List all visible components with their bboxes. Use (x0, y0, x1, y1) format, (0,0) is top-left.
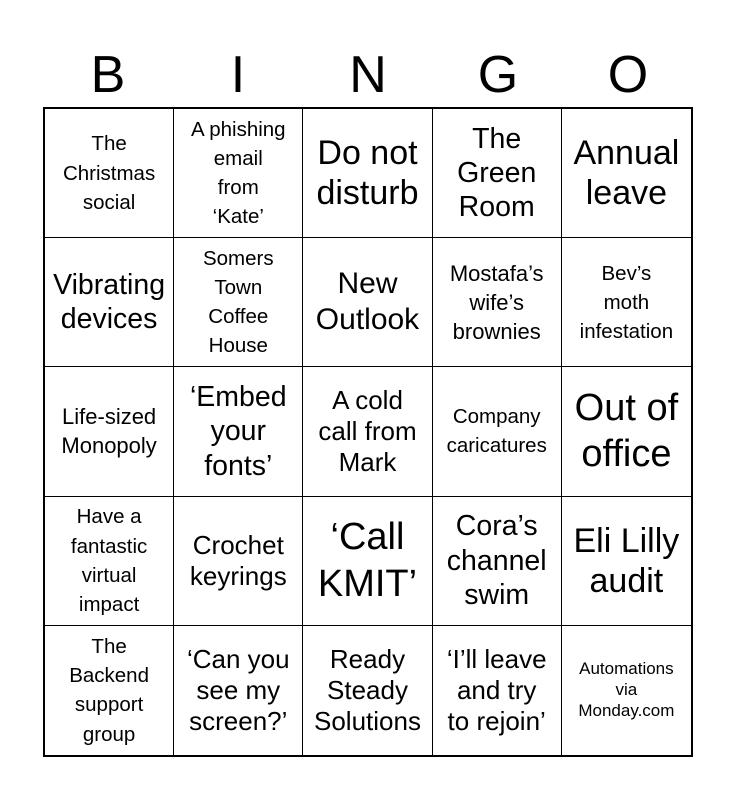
cell-text: ‘Call KMIT’ (317, 516, 418, 605)
cell-text: Bev’s moth infestation (579, 261, 674, 343)
bingo-cell[interactable] (174, 497, 303, 626)
cell-text: A cold call from Mark (318, 385, 417, 477)
cell-text: ‘Embed your fonts’ (189, 381, 287, 482)
cell-text: Mostafa’s wife’s brownies (449, 260, 544, 344)
bingo-cell[interactable] (174, 109, 303, 238)
bingo-cell[interactable] (433, 238, 562, 367)
cell-text: Somers Town Coffee House (202, 247, 274, 358)
bingo-cell[interactable] (45, 367, 174, 496)
cell-text: Ready Steady Solutions (314, 644, 421, 736)
cell-text: The Christmas social (62, 132, 156, 214)
cell-text: The Backend support group (69, 635, 149, 746)
bingo-cell[interactable] (562, 367, 691, 496)
bingo-cell[interactable] (303, 497, 432, 626)
bingo-grid (43, 107, 693, 757)
cell-text: ‘Can you see my screen?’ (186, 644, 290, 736)
bingo-cell[interactable] (174, 626, 303, 755)
bingo-cell[interactable] (303, 626, 432, 755)
cell-text: Have a fantastic virtual impact (70, 505, 148, 616)
bingo-cell[interactable] (433, 367, 562, 496)
bingo-cell[interactable] (303, 367, 432, 496)
bingo-cell[interactable] (562, 109, 691, 238)
bingo-header (43, 44, 693, 106)
cell-text: Eli Lilly audit (573, 521, 680, 600)
header-letter-n: N (349, 46, 387, 104)
bingo-cell[interactable] (562, 626, 691, 755)
header-letter-g: G (477, 46, 519, 104)
bingo-cell[interactable] (45, 626, 174, 755)
bingo-cell[interactable] (433, 109, 562, 238)
cell-text: Annual leave (573, 133, 680, 213)
cell-text: ‘I’ll leave and try to rejoin’ (446, 644, 547, 736)
bingo-cell[interactable] (174, 238, 303, 367)
bingo-cell[interactable] (45, 497, 174, 626)
bingo-cell[interactable] (562, 238, 691, 367)
cell-text: New Outlook (315, 267, 420, 337)
cell-text: Vibrating devices (53, 269, 166, 336)
cell-text: Do not disturb (316, 133, 419, 213)
header-letter-b: B (90, 46, 126, 104)
bingo-cell[interactable] (433, 497, 562, 626)
cell-text: Crochet keyrings (189, 530, 287, 591)
bingo-cell[interactable] (174, 367, 303, 496)
cell-text: Life-sized Monopoly (61, 404, 157, 459)
bingo-cell[interactable] (562, 497, 691, 626)
cell-text: Automations via Monday.com (578, 659, 675, 720)
header-letter-o: O (607, 46, 649, 104)
cell-text: Cora’s channel swim (446, 510, 547, 611)
bingo-cell[interactable] (45, 109, 174, 238)
cell-text: A phishing email from ‘Kate’ (190, 117, 286, 229)
cell-text: Out of office (574, 387, 679, 476)
cell-text: The Green Room (457, 122, 537, 224)
bingo-cell[interactable] (303, 109, 432, 238)
bingo-cell[interactable] (45, 238, 174, 367)
header-letter-i: I (230, 46, 246, 104)
cell-text: Company caricatures (446, 405, 547, 458)
bingo-cell[interactable] (303, 238, 432, 367)
bingo-cell[interactable] (433, 626, 562, 755)
